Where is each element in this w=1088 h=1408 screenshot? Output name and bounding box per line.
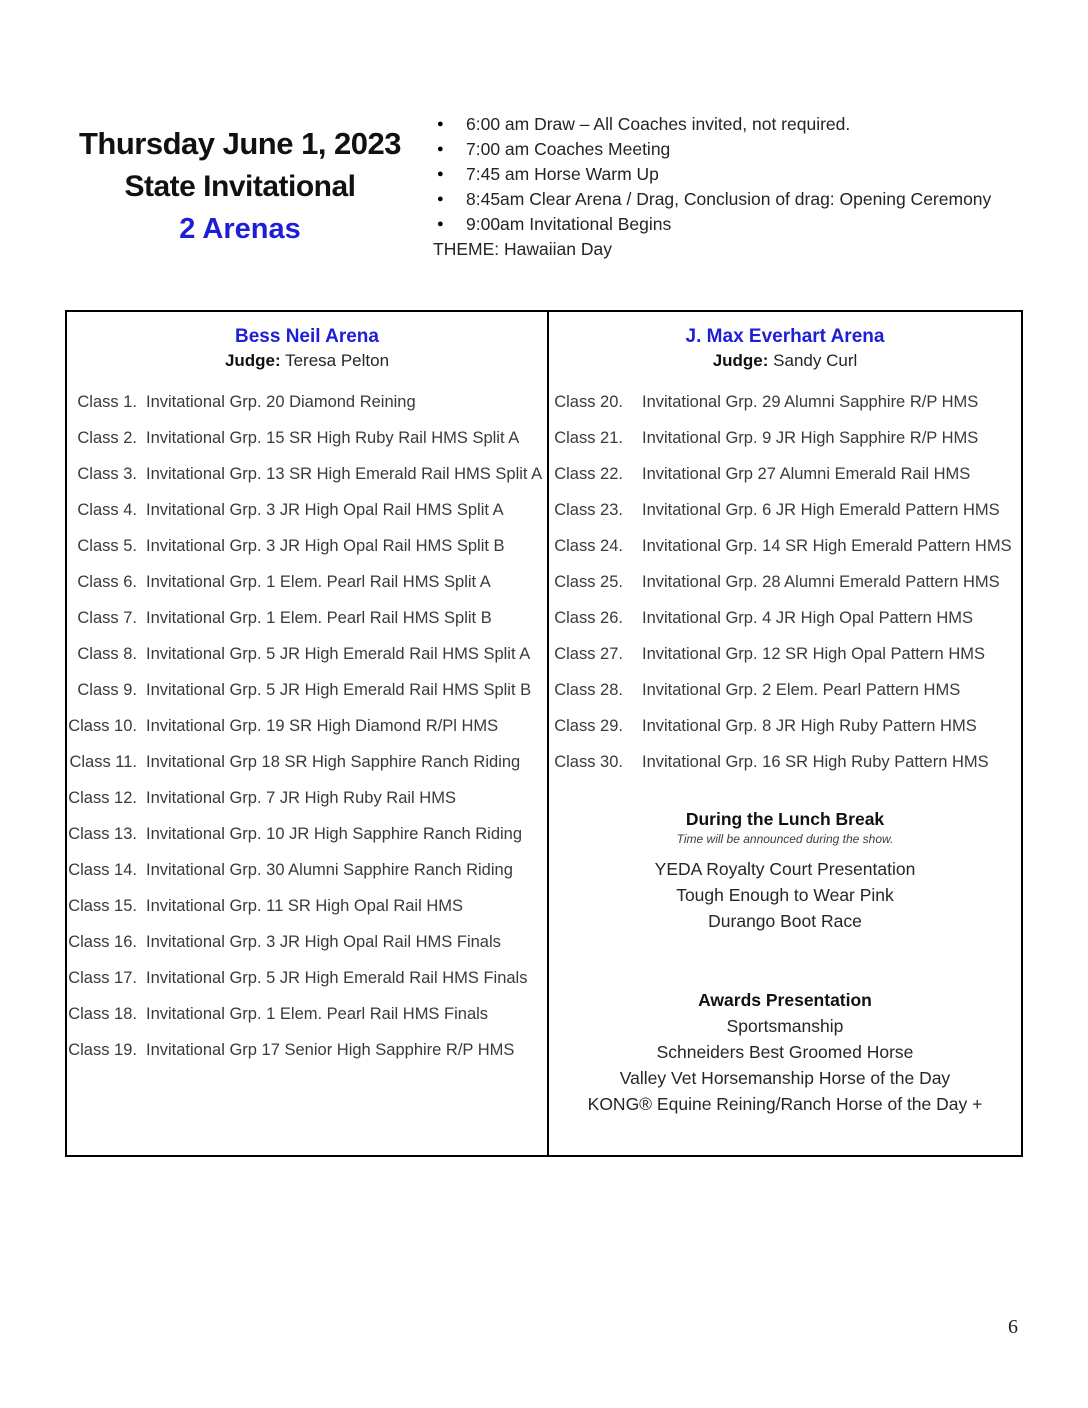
class-number: Class 1. — [77, 393, 137, 411]
class-description: Invitational Grp. 14 SR High Emerald Pattern HMS — [642, 537, 1012, 555]
class-row — [67, 968, 547, 988]
class-description: Invitational Grp. 7 JR High Ruby Rail HMS — [146, 789, 456, 807]
awards-item: KONG® Equine Reining/Ranch Horse of the Day + — [587, 1094, 983, 1114]
class-description: Invitational Grp. 9 JR High Sapphire R/P HMS — [642, 429, 979, 447]
class-number: Class 14. — [68, 861, 137, 879]
bullet-icon: ● — [437, 193, 444, 205]
class-number: Class 25. — [554, 573, 623, 591]
class-description: Invitational Grp. 16 SR High Ruby Pattern HMS — [642, 753, 989, 771]
schedule-item — [433, 162, 1043, 187]
schedule-item — [433, 137, 1043, 162]
class-row — [67, 536, 547, 556]
class-number: Class 15. — [68, 897, 137, 915]
class-description: Invitational Grp. 6 JR High Emerald Pattern HMS — [642, 501, 1000, 519]
class-description: Invitational Grp 18 SR High Sapphire Ranch Riding — [146, 753, 521, 771]
schedule-bullet-list — [433, 112, 1043, 237]
class-number: Class 24. — [554, 537, 623, 555]
class-row — [67, 392, 547, 412]
class-row — [67, 860, 547, 880]
class-number: Class 4. — [77, 501, 137, 519]
schedule-item-text: 8:45am Clear Arena / Drag, Conclusion of drag: Opening Ceremony — [466, 189, 992, 209]
class-number: Class 27. — [554, 645, 623, 663]
class-row — [67, 1004, 547, 1024]
class-description: Invitational Grp. 19 SR High Diamond R/Pl HMS — [146, 717, 499, 735]
class-description: Invitational Grp. 3 JR High Opal Rail HMS Finals — [146, 933, 501, 951]
j-max-everhart-arena-column — [549, 312, 1021, 1155]
class-description: Invitational Grp. 3 JR High Opal Rail HMS Split A — [146, 501, 504, 519]
class-number: Class 19. — [68, 1041, 137, 1059]
judge-label: Judge: — [224, 351, 281, 370]
class-row — [549, 716, 1021, 736]
class-number: Class 5. — [77, 537, 137, 555]
class-description: Invitational Grp. 1 Elem. Pearl Rail HMS Finals — [146, 1005, 489, 1023]
class-description: Invitational Grp 17 Senior High Sapphire R/P HMS — [146, 1041, 515, 1059]
class-description: Invitational Grp. 4 JR High Opal Pattern HMS — [642, 609, 974, 627]
judge-line-left — [67, 348, 547, 373]
class-row — [549, 608, 1021, 628]
bullet-icon: ● — [437, 118, 444, 130]
class-number: Class 23. — [554, 501, 623, 519]
class-row — [67, 752, 547, 772]
class-description: Invitational Grp. 3 JR High Opal Rail HMS Split B — [146, 537, 505, 555]
awards-title: Awards Presentation — [698, 990, 872, 1010]
class-number: Class 21. — [554, 429, 623, 447]
class-row — [549, 464, 1021, 484]
bullet-icon: ● — [437, 218, 444, 230]
awards-item: Schneiders Best Groomed Horse — [656, 1042, 914, 1062]
class-description: Invitational Grp. 11 SR High Opal Rail HMS — [146, 897, 463, 915]
class-description: Invitational Grp. 13 SR High Emerald Rail HMS Split A — [146, 465, 543, 483]
class-description: Invitational Grp. 15 SR High Ruby Rail HMS Split A — [146, 429, 520, 447]
class-description: Invitational Grp. 12 SR High Opal Pattern HMS — [642, 645, 985, 663]
class-description: Invitational Grp 27 Alumni Emerald Rail HMS — [642, 465, 971, 483]
arena-name-right: J. Max Everhart Arena — [685, 326, 885, 347]
class-row — [67, 896, 547, 916]
class-number: Class 9. — [77, 681, 137, 699]
judge-name: Teresa Pelton — [285, 351, 390, 370]
event-name: State Invitational — [124, 170, 356, 203]
awards-items — [549, 1013, 1021, 1117]
lunch-break-item: Tough Enough to Wear Pink — [676, 885, 894, 905]
lunch-break-items — [549, 856, 1021, 934]
class-description: Invitational Grp. 1 Elem. Pearl Rail HMS Split B — [146, 609, 492, 627]
class-number: Class 29. — [554, 717, 623, 735]
awards-section — [549, 987, 1021, 1117]
awards-item: Sportsmanship — [726, 1016, 844, 1036]
morning-schedule — [433, 112, 1043, 262]
class-row — [549, 572, 1021, 592]
class-row — [67, 680, 547, 700]
schedule-item-text: 6:00 am Draw – All Coaches invited, not required. — [466, 114, 851, 134]
theme-line: THEME: Hawaiian Day — [433, 239, 612, 259]
schedule-item-text: 7:00 am Coaches Meeting — [466, 139, 671, 159]
schedule-item — [433, 112, 1043, 137]
class-number: Class 7. — [77, 609, 137, 627]
class-number: Class 22. — [554, 465, 623, 483]
class-row — [67, 716, 547, 736]
awards-item: Valley Vet Horsemanship Horse of the Day — [619, 1068, 951, 1088]
schedule-item-text: 9:00am Invitational Begins — [466, 214, 672, 234]
class-description: Invitational Grp. 5 JR High Emerald Rail HMS Split B — [146, 681, 532, 699]
class-row — [67, 572, 547, 592]
class-row — [67, 428, 547, 448]
class-number: Class 26. — [554, 609, 623, 627]
bullet-icon: ● — [437, 168, 444, 180]
class-number: Class 20. — [554, 393, 623, 411]
class-row — [549, 680, 1021, 700]
class-number: Class 13. — [68, 825, 137, 843]
class-description: Invitational Grp. 5 JR High Emerald Rail HMS Finals — [146, 969, 528, 987]
event-date: Thursday June 1, 2023 — [78, 126, 402, 161]
class-row — [67, 464, 547, 484]
class-row — [549, 644, 1021, 664]
class-description: Invitational Grp. 30 Alumni Sapphire Ranch Riding — [146, 861, 513, 879]
lunch-break-title: During the Lunch Break — [685, 809, 885, 829]
class-row — [67, 788, 547, 808]
arena-name-left: Bess Neil Arena — [235, 326, 379, 347]
bess-neil-arena-column — [67, 312, 549, 1155]
class-number: Class 12. — [68, 789, 137, 807]
class-row — [549, 428, 1021, 448]
class-number: Class 28. — [554, 681, 623, 699]
judge-name: Sandy Curl — [773, 351, 858, 370]
class-number: Class 6. — [77, 573, 137, 591]
class-row — [549, 500, 1021, 520]
schedule-item — [433, 212, 1043, 237]
arena-count: 2 Arenas — [179, 213, 301, 245]
class-row — [67, 644, 547, 664]
class-description: Invitational Grp. 2 Elem. Pearl Pattern HMS — [642, 681, 961, 699]
class-row — [67, 932, 547, 952]
class-row — [67, 500, 547, 520]
class-number: Class 11. — [69, 753, 137, 771]
judge-label: Judge: — [712, 351, 769, 370]
judge-line-right — [549, 348, 1021, 373]
class-row — [549, 752, 1021, 772]
class-description: Invitational Grp. 28 Alumni Emerald Pattern HMS — [642, 573, 1000, 591]
class-description: Invitational Grp. 5 JR High Emerald Rail HMS Split A — [146, 645, 531, 663]
class-number: Class 17. — [68, 969, 137, 987]
class-row — [67, 608, 547, 628]
class-number: Class 10. — [68, 717, 137, 735]
class-number: Class 3. — [77, 465, 137, 483]
class-row — [549, 536, 1021, 556]
lunch-break-item: Durango Boot Race — [708, 911, 862, 931]
event-title-block — [52, 122, 428, 251]
schedule-item-text: 7:45 am Horse Warm Up — [466, 164, 659, 184]
class-number: Class 16. — [68, 933, 137, 951]
class-row — [67, 1040, 547, 1060]
class-row — [67, 824, 547, 844]
class-number: Class 30. — [554, 753, 623, 771]
arena-schedule-box — [65, 310, 1023, 1157]
class-description: Invitational Grp. 1 Elem. Pearl Rail HMS Split A — [146, 573, 491, 591]
lunch-break-subtitle: Time will be announced during the show. — [676, 832, 894, 846]
class-description: Invitational Grp. 29 Alumni Sapphire R/P HMS — [642, 393, 979, 411]
class-number: Class 2. — [77, 429, 137, 447]
class-row — [549, 392, 1021, 412]
lunch-break-section — [549, 806, 1021, 934]
bullet-icon: ● — [437, 143, 444, 155]
schedule-item — [433, 187, 1043, 212]
class-number: Class 8. — [77, 645, 137, 663]
class-description: Invitational Grp. 10 JR High Sapphire Ranch Riding — [146, 825, 523, 843]
class-description: Invitational Grp. 20 Diamond Reining — [146, 393, 416, 411]
class-description: Invitational Grp. 8 JR High Ruby Pattern HMS — [642, 717, 977, 735]
class-number: Class 18. — [68, 1005, 137, 1023]
lunch-break-item: YEDA Royalty Court Presentation — [654, 859, 916, 879]
class-list-right — [549, 392, 1021, 772]
class-list-left — [67, 392, 547, 1060]
page-number: 6 — [1008, 1316, 1018, 1338]
